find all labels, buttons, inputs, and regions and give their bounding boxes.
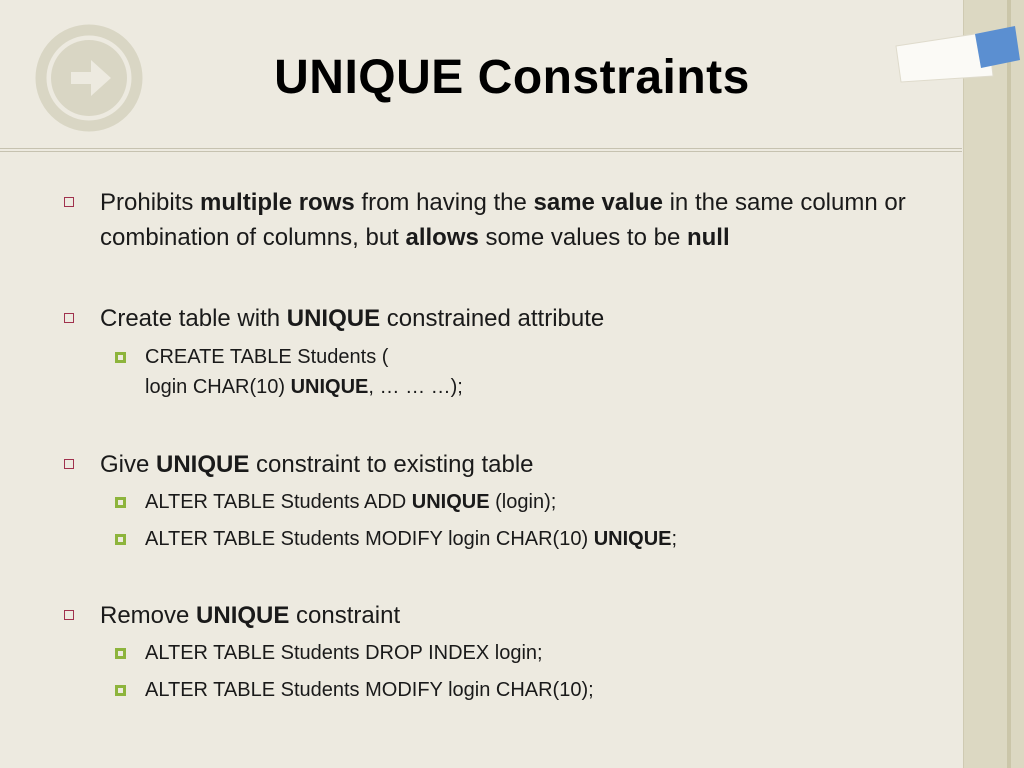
- text-run: , … … …);: [368, 376, 463, 398]
- bold-run: multiple rows: [200, 189, 355, 216]
- text-run: ALTER TABLE Students MODIFY login CHAR(10);: [145, 679, 594, 701]
- square-sub-bullet-icon: [115, 534, 126, 545]
- bullet-text: [100, 602, 400, 629]
- text-run: constrained attribute: [380, 305, 605, 332]
- bold-run: UNIQUE: [156, 451, 250, 478]
- bullet-text: [100, 451, 534, 478]
- bold-run: same value: [533, 189, 663, 216]
- text-run: constraint to existing table: [249, 451, 534, 478]
- text-run: constraint: [289, 602, 401, 629]
- text-run: Prohibits: [100, 189, 201, 216]
- bullet-text: [100, 189, 906, 251]
- text-run: ALTER TABLE Students DROP INDEX login;: [145, 642, 543, 664]
- sub-bullet-line: [145, 487, 945, 517]
- sub-bullet-create-statement: [145, 342, 945, 402]
- text-run: ALTER TABLE Students MODIFY login CHAR(10): [145, 528, 594, 550]
- title-divider: [0, 148, 962, 152]
- bullet-create-table: [100, 301, 960, 336]
- text-run: Remove: [100, 602, 197, 629]
- bold-run: UNIQUE: [196, 602, 290, 629]
- sub-bullet-line: [145, 524, 945, 554]
- text-run: (login);: [489, 491, 557, 513]
- sub-bullet-line: [145, 638, 945, 668]
- square-sub-bullet-icon: [115, 685, 126, 696]
- square-bullet-icon: [64, 197, 74, 207]
- square-bullet-icon: [64, 610, 74, 620]
- sub-bullet-line: [145, 675, 945, 705]
- text-run: login CHAR(10): [145, 376, 291, 398]
- sub-bullet-drop-index: [145, 638, 945, 668]
- sub-bullet-line: [145, 342, 945, 372]
- square-sub-bullet-icon: [115, 352, 126, 363]
- sub-bullet-alter-modify-unique: [145, 524, 945, 554]
- bold-run: allows: [405, 224, 479, 251]
- sub-bullet-modify-plain: [145, 675, 945, 705]
- bold-run: UNIQUE: [593, 528, 672, 550]
- text-run: some values to be: [478, 224, 687, 251]
- text-run: ;: [671, 528, 678, 550]
- text-run: in the same column or combination of columns, but: [100, 189, 906, 251]
- bullet-remove-unique: [100, 598, 960, 633]
- slide-title: UNIQUE Constraints: [274, 51, 750, 104]
- bold-run: UNIQUE: [286, 305, 381, 332]
- bullet-text: [100, 305, 604, 332]
- text-run: Give: [100, 451, 157, 478]
- bullet-give-unique: [100, 447, 960, 482]
- text-run: ALTER TABLE Students ADD: [145, 491, 412, 513]
- bold-run: UNIQUE: [290, 376, 369, 398]
- bold-run: UNIQUE: [411, 491, 490, 513]
- text-run: Create table with: [100, 305, 287, 332]
- bullet-prohibits: [100, 185, 960, 255]
- bold-run: null: [686, 224, 730, 251]
- text-run: from having the: [354, 189, 534, 216]
- sub-bullet-line: [145, 372, 945, 402]
- text-run: CREATE TABLE Students (: [145, 346, 389, 368]
- square-bullet-icon: [64, 313, 74, 323]
- square-sub-bullet-icon: [115, 648, 126, 659]
- square-sub-bullet-icon: [115, 497, 126, 508]
- right-side-strip: [963, 0, 1024, 768]
- square-bullet-icon: [64, 459, 74, 469]
- sub-bullet-alter-add: [145, 487, 945, 517]
